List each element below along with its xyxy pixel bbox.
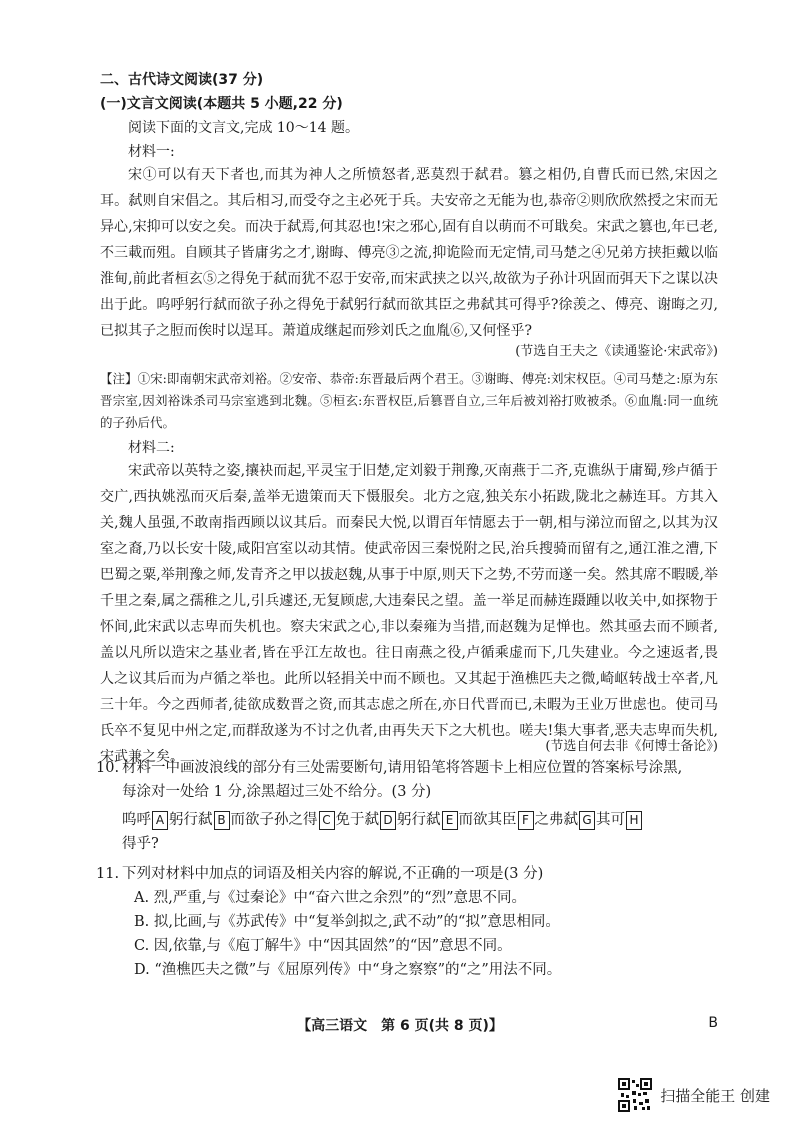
- answer-box-d[interactable]: D: [380, 811, 396, 830]
- q11-stem: 下列对材料中加点的词语及相关内容的解说,不正确的一项是(3 分): [122, 866, 544, 882]
- page-number: 【高三语文 第 6 页(共 8 页)】: [297, 1018, 503, 1034]
- q10-segment: 躬行弑: [397, 812, 441, 828]
- instruction: 阅读下面的文言文,完成 10～14 题。: [128, 120, 359, 136]
- q11-option-a[interactable]: A. 烈,严重,与《过秦论》中“奋六世之余烈”的“烈”意思不同。: [134, 890, 527, 906]
- section-subtitle: (一)文言文阅读(本题共 5 小题,22 分): [100, 96, 343, 112]
- paper-version: B: [708, 1015, 718, 1031]
- question-10: [96, 756, 718, 856]
- material2-paragraph: 宋武帝以英特之姿,攘袂而起,平灵宝于旧楚,定刘毅于荆豫,灭南燕于二齐,克谯纵于庸蜀,殄卢循于交广,西执姚泓而灭后秦,盖举无遗策而天下慑服矣。北方之寇,独关东小拓跋,陇北之赫连耳。方其入关,魏人虽强,不敢南指西顾以议其后。而秦民大悦,以谓百年情愿去于一朝,相与涕泣而留之,以其为汉室之裔,乃以长安十陵,咸阳宫室以动其情。使武帝因三秦悦附之民,治兵搜骑而留有之,通江淮之漕,下巴蜀之粟,举荆豫之师,发青齐之甲以拔赵魏,从事于中原,则天下之势,不劳而遂一矣。然其席不暇暖,举千里之秦,属之孺稚之儿,引兵遽还,无复顾虑,大违秦民之望。盖一举足而赫连蹑踵以收关中,如探物于怀间,此宋武以志卑而失机也。察夫宋武之心,非以秦雍为当措,而赵魏为足惮也。然其亟去而不顾者,盖以凡所以造宋之基业者,皆在乎江左故也。往日南燕之役,卢循乘虚而下,几失建业。今之速返者,畏人之议其后而为卢循之举也。此所以轻捐关中而不顾也。又其起于渔樵匹夫之微,崎岖转战士卒者,凡三十年。今之西师者,徒欲成数晋之资,而其志虑之所在,亦日代晋而已,未暇为王业万世虑也。使司马氏卒不复见中州之定,而群敌遂为不讨之仇者,由再失天下之大机也。嗟夫!集大事者,恶夫志卑而失机,宋武兼之矣。: [100, 463, 718, 765]
- qr-code-icon: [618, 1078, 652, 1112]
- answer-box-h[interactable]: H: [626, 811, 642, 830]
- answer-box-f[interactable]: F: [518, 811, 534, 830]
- answer-box-b[interactable]: B: [214, 811, 230, 830]
- question-11: [96, 862, 718, 886]
- material1-source: (节选自王夫之《读通鉴论·宋武帝》): [515, 344, 718, 359]
- answer-box-c[interactable]: C: [319, 811, 335, 830]
- q10-tail: 得乎?: [122, 836, 159, 852]
- scanner-watermark: [618, 1078, 770, 1112]
- q10-segment: 躬行弑: [169, 812, 213, 828]
- answer-box-e[interactable]: E: [442, 811, 458, 830]
- q10-segment: 而欲子孙之得: [230, 812, 318, 828]
- material1-paragraph: 宋①可以有天下者也,而其为神人之所愤怒者,恶莫烈于弑君。篡之相仍,自曹氏而已然,宋因之耳。弑则自宋倡之。其后相习,而受夺之主必死于兵。夫安帝之无能为也,恭帝②则欣欣然授之宋而无异心,宋抑可以安之矣。而决于弑焉,何其忍也!宋之邪心,固有自以萌而不可戢矣。宋武之篡也,年已老,不三載而殂。自顾其子皆庸劣之才,谢晦、傅亮③之流,抑诡险而无定情,司马楚之④兄弟方挟拒戴以临淮甸,前此者桓玄⑤之得免于弑而犹不忍于安帝,而宋武挟之以兴,故欲为子孙计巩固而弭天下之谋以决出于此。呜呼躬行弑而欲子孙之得免于弑躬行弑而欲其臣之弗弑其可得乎?徐羡之、傅亮、谢晦之刃,已拟其子之脰而俟时以逞耳。萧道成继起而殄刘氏之血胤⑥,又何怪乎?: [100, 167, 718, 339]
- q10-segment: 呜呼: [122, 812, 151, 828]
- answer-box-g[interactable]: G: [579, 811, 595, 830]
- q11-option-b[interactable]: B. 拟,比画,与《苏武传》中“复举剑拟之,武不动”的“拟”意思相同。: [134, 914, 560, 930]
- q10-number: 10.: [96, 760, 120, 776]
- material1-text: [100, 162, 718, 344]
- material2-source: (节选自何去非《何博士备论》): [545, 739, 718, 754]
- annotation-note: 【注】①宋:即南朝宋武帝刘裕。②安帝、恭帝:东晋最后两个君王。③谢晦、傅亮:刘宋权臣。④司马楚之:原为东晋宗室,因刘裕诛杀司马宗室逃到北魏。⑤桓玄:东晋权臣,后篡晋自立,三年后被刘裕打败被杀。⑥血胤:同一血统的子孙后代。: [100, 371, 718, 430]
- material1-label: 材料一:: [128, 144, 175, 160]
- q10-segment: 而欲其臣: [458, 812, 517, 828]
- material2-text: [100, 458, 718, 770]
- q10-sentence: [100, 808, 718, 832]
- q11-option-d[interactable]: D. “渔樵匹夫之微”与《屈原列传》中“身之察察”的“之”用法不同。: [134, 962, 562, 978]
- q10-stem-line1: 材料一中画波浪线的部分有三处需要断句,请用铅笔将答题卡上相应位置的答案标号涂黑,: [122, 760, 683, 776]
- q10-segment: 免于弑: [335, 812, 379, 828]
- q10-segment: 其可: [596, 812, 625, 828]
- section-title: 二、古代诗文阅读(37 分): [100, 72, 264, 88]
- q10-stem-line2: 每涂对一处给 1 分,涂黑超过三处不给分。(3 分): [122, 784, 432, 800]
- material2-label: 材料二:: [128, 440, 175, 456]
- q10-segment: 之弗弑: [534, 812, 578, 828]
- answer-box-a[interactable]: A: [152, 811, 168, 830]
- page-footer: [0, 1015, 800, 1035]
- q11-number: 11.: [96, 866, 120, 882]
- watermark-text: 扫描全能王 创建: [660, 1086, 770, 1105]
- q11-option-c[interactable]: C. 因,依靠,与《庖丁解牛》中“因其固然”的“因”意思不同。: [134, 938, 512, 954]
